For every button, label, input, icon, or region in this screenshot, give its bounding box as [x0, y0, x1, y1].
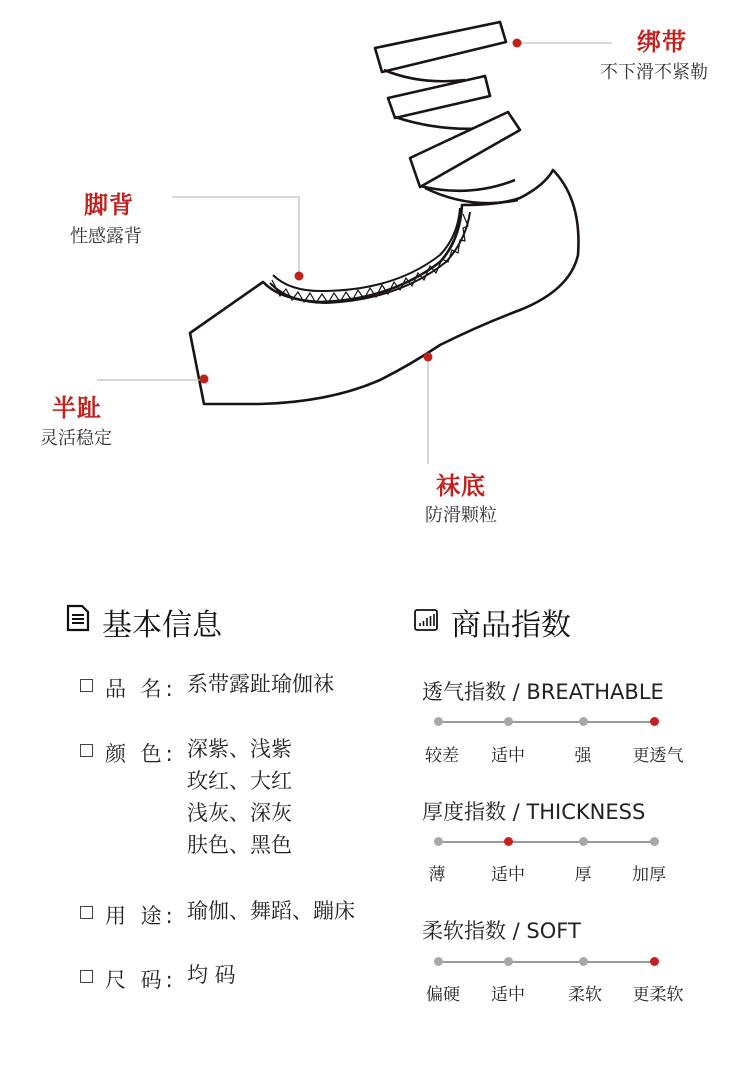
callout-instep-title: 脚背	[84, 191, 134, 219]
level-label: 强	[574, 746, 592, 766]
scale-dot-selected	[650, 957, 659, 966]
info-value: 深紫、浅紫	[187, 737, 292, 761]
level-label: 适中	[491, 985, 525, 1005]
level-label: 较差	[425, 746, 459, 766]
soft-levels	[0, 980, 750, 1004]
scale-dot	[434, 837, 443, 846]
scale-dot-selected	[650, 717, 659, 726]
breathable-index-title: 透气指数 / BREATHABLE	[422, 680, 664, 704]
strap-marker-dot	[513, 39, 522, 48]
scale-dot	[434, 957, 443, 966]
level-label: 适中	[491, 865, 525, 885]
info-value: 玫红、大红	[187, 769, 292, 793]
info-value: 均 码	[187, 963, 236, 987]
callout-instep-subtitle: 性感露背	[70, 226, 142, 247]
checkbox-square-icon	[80, 906, 93, 919]
scale-dot	[579, 717, 588, 726]
level-label: 柔软	[568, 985, 602, 1005]
breathable-levels	[0, 741, 750, 765]
bar-chart-icon	[413, 605, 439, 640]
info-label: 尺 码:	[105, 968, 177, 992]
checkbox-square-icon	[80, 679, 93, 692]
scale-dot	[504, 717, 513, 726]
level-label: 更透气	[632, 746, 684, 766]
level-label: 厚	[574, 865, 592, 885]
level-label: 加厚	[632, 865, 666, 885]
callout-sole-subtitle: 防滑颗粒	[425, 505, 497, 526]
scale-dot	[434, 717, 443, 726]
callout-strap-title: 绑带	[637, 28, 687, 56]
product-index-heading	[413, 600, 571, 644]
callout-half-toe-title: 半趾	[52, 394, 102, 422]
callout-strap-subtitle: 不下滑不紧勒	[600, 62, 708, 83]
info-value: 浅灰、深灰	[187, 801, 292, 825]
thickness-levels	[0, 860, 750, 884]
scale-dot	[504, 957, 513, 966]
info-value: 系带露趾瑜伽袜	[187, 672, 334, 696]
callout-sole-title: 袜底	[436, 472, 486, 500]
level-label: 更柔软	[632, 985, 684, 1005]
info-row-name	[80, 673, 334, 703]
thickness-index-title: 厚度指数 / THICKNESS	[422, 800, 646, 824]
info-value: 瑜伽、舞蹈、蹦床	[187, 899, 355, 923]
level-label: 偏硬	[426, 985, 460, 1005]
document-icon	[66, 604, 90, 640]
basic-info-title: 基本信息	[102, 608, 222, 643]
scale-dot	[579, 957, 588, 966]
scale-dot	[650, 837, 659, 846]
info-row-usage	[80, 900, 355, 930]
level-label: 适中	[491, 746, 525, 766]
info-label: 品 名:	[105, 677, 177, 701]
scale-dot	[579, 837, 588, 846]
product-index-title: 商品指数	[451, 608, 571, 643]
basic-info-heading	[66, 600, 222, 644]
soft-index-title: 柔软指数 / SOFT	[422, 919, 581, 943]
info-value: 肤色、黑色	[187, 833, 292, 857]
callout-half-toe-subtitle: 灵活稳定	[40, 428, 112, 449]
thickness-scale	[438, 837, 654, 847]
breathable-scale	[438, 717, 654, 727]
scale-dot-selected	[504, 837, 513, 846]
level-label: 薄	[428, 865, 446, 885]
info-label: 用 途:	[105, 904, 177, 928]
soft-scale	[438, 957, 654, 967]
info-label: 颜 色:	[105, 742, 177, 766]
